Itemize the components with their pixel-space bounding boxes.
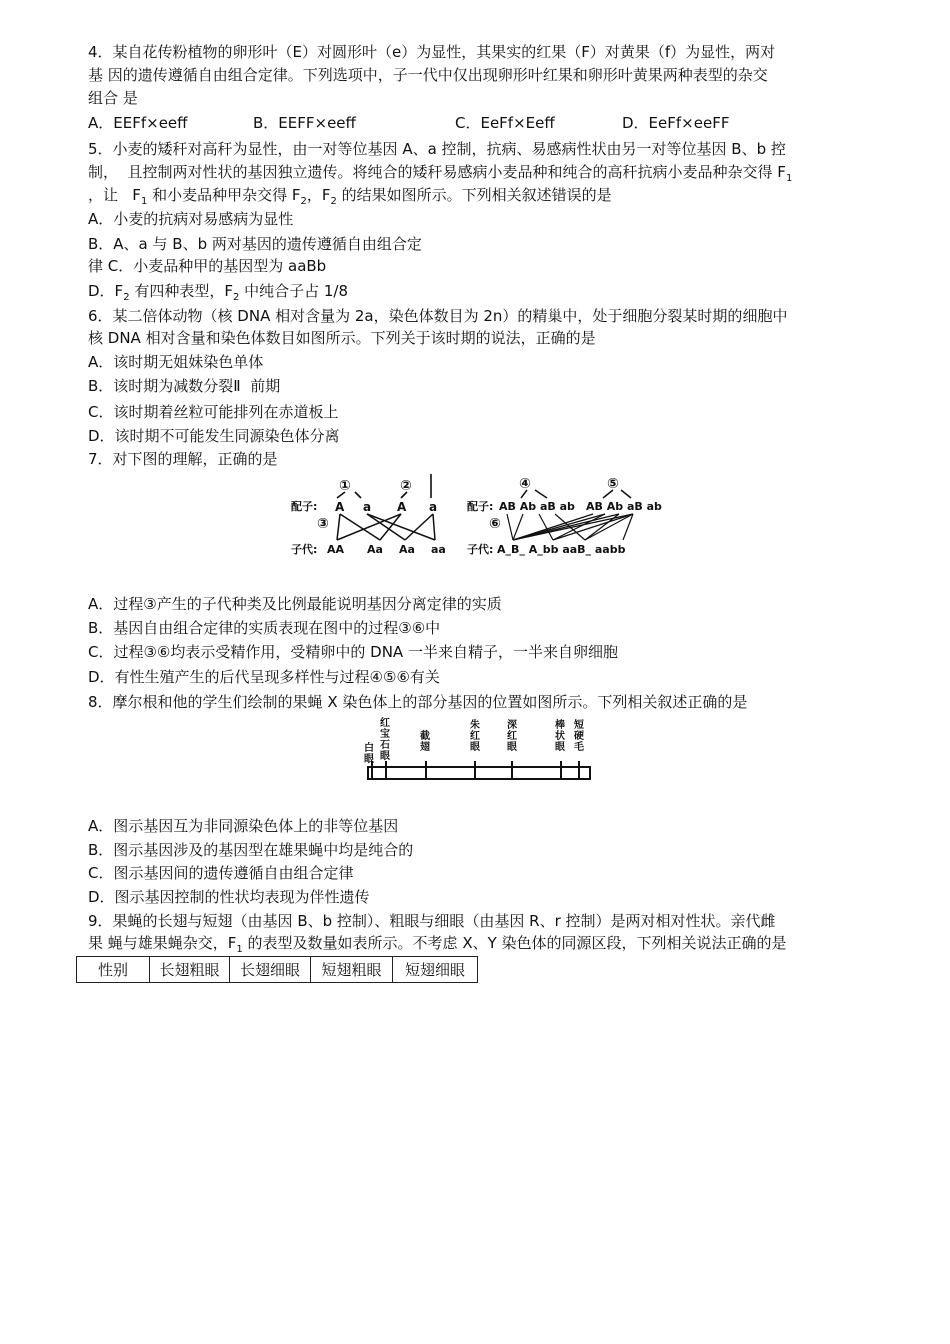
q4-stem-line-2: 基 因的遗传遵循自由组合定律。下列选项中，子一代中仅出现卵形叶红果和卵形叶黄果两种表型的杂交 xyxy=(88,66,768,84)
gene-label-cut-wing: 截翅 xyxy=(420,731,430,753)
q4-option-a: A．EEFf×eeff xyxy=(88,114,188,132)
q5-stem-line-1: 5．小麦的矮秆对高秆为显性，由一对等位基因 A、a 控制，抗病、易感病性状由另一对等位基因 B、b 控 xyxy=(88,140,786,158)
left-offspring-1: AA xyxy=(327,543,345,556)
gene-label-carmine-eye: 深红眼 xyxy=(507,720,517,753)
arrow-1b xyxy=(355,492,361,498)
q8-x-chromosome-figure xyxy=(362,716,594,786)
left-offspring-4: aa xyxy=(431,543,446,556)
left-gamete-label: 配子: xyxy=(291,500,318,513)
q6-option-a: A．该时期无姐妹染色单体 xyxy=(88,353,264,371)
right-circle-6: ⑥ xyxy=(489,516,501,532)
gene-label-bar-eye: 棒状眼 xyxy=(555,720,565,753)
right-gamete-label: 配子: xyxy=(467,500,494,513)
q7-option-c: C．过程③⑥均表示受精作用，受精卵中的 DNA 一半来自精子，一半来自卵细胞 xyxy=(88,643,618,661)
header-short-wing-thin-eye: 短翅细眼 xyxy=(393,957,478,983)
gene-label-white-eye: 白眼 xyxy=(364,743,374,765)
header-long-wing-thin-eye: 长翅细眼 xyxy=(230,957,311,983)
gene-labels xyxy=(364,716,584,765)
right-circle-5: ⑤ xyxy=(607,476,619,492)
left-offspring-2: Aa xyxy=(367,543,383,556)
gene-label-vermilion-eye: 朱红眼 xyxy=(470,720,480,753)
left-gamete-2: a xyxy=(363,500,372,514)
gene-label-short-bristle: 短硬毛 xyxy=(574,720,584,753)
q4-option-b: B．EEFF×eeff xyxy=(253,114,356,132)
q5-stem-line-2: 制， 且控制两对性状的基因独立遗传。将纯合的矮秆易感病小麦品种和纯合的高秆抗病小麦品种杂交得 $F_1$ xyxy=(88,163,793,184)
right-offspring: A_B_ A_bb aaB_ aabb xyxy=(497,543,626,556)
q7-stem: 7．对下图的理解，正确的是 xyxy=(88,450,278,468)
q7-option-a: A．过程③产生的子代种类及比例最能说明基因分离定律的实质 xyxy=(88,595,502,613)
q7-option-b: B．基因自由组合定律的实质表现在图中的过程③⑥中 xyxy=(88,619,441,637)
right-circle-4: ④ xyxy=(519,476,531,492)
left-offspring-3: Aa xyxy=(399,543,415,556)
q5-option-c: 律 C．小麦品种甲的基因型为 aaBb xyxy=(88,257,327,275)
q8-option-c: C．图示基因间的遗传遵循自由组合定律 xyxy=(88,864,354,882)
right-offspring-label: 子代: xyxy=(467,543,494,556)
left-offspring-label: 子代: xyxy=(291,543,318,556)
q4-stem-line-3: 组合 是 xyxy=(88,89,138,107)
gene-label-ruby-eye: 红宝石眼 xyxy=(380,718,390,762)
q5-stem-line-3: ，让 $F_1$ 和小麦品种甲杂交得 $F_2$，$F_2$ 的结果如图所示。下列相关叙述错误的是 xyxy=(88,186,612,207)
table-header-row xyxy=(77,957,478,983)
q5-option-b: B．A、a 与 B、b 两对基因的遗传遵循自由组合定 xyxy=(88,235,422,253)
q8-option-b: B．图示基因涉及的基因型在雄果蝇中均是纯合的 xyxy=(88,841,414,859)
q7-option-d: D．有性生殖产生的后代呈现多样性与过程④⑤⑥有关 xyxy=(88,668,440,686)
left-gamete-3: A xyxy=(397,500,407,514)
right-gametes-1: AB Ab aB ab xyxy=(499,500,575,513)
q5-option-d: D．$F_2$ 有四种表型，$F_2$ 中纯合子占 1/8 xyxy=(88,282,349,303)
q4-option-d: D．EeFf×eeFF xyxy=(622,114,730,132)
arrow-4b xyxy=(535,490,547,498)
q9-stem-line-2: 果 蝇与雄果蝇杂交，$F_1$ 的表型及数量如表所示。不考虑 X、Y 染色体的同源区段，下列相关说法正确的是 xyxy=(88,934,787,955)
header-sex: 性别 xyxy=(77,957,150,983)
q9-stem-line-1: 9．果蝇的长翅与短翅（由基因 B、b 控制）、粗眼与细眼（由基因 R、r 控制）是两对相对性状。亲代雌 xyxy=(88,912,776,930)
header-long-wing-thick-eye: 长翅粗眼 xyxy=(150,957,230,983)
q6-option-c: C．该时期着丝粒可能排列在赤道板上 xyxy=(88,403,339,421)
q6-option-d: D．该时期不可能发生同源染色体分离 xyxy=(88,427,340,445)
right-cross-lines xyxy=(507,514,633,540)
q6-stem-line-2: 核 DNA 相对含量和染色体数目如图所示。下列关于该时期的说法，正确的是 xyxy=(88,329,596,347)
left-circle-2: ② xyxy=(400,478,412,494)
gene-loci-ticks xyxy=(372,761,579,779)
header-short-wing-thick-eye: 短翅粗眼 xyxy=(311,957,393,983)
left-circle-3: ③ xyxy=(317,516,329,532)
q7-genetics-figure xyxy=(285,466,665,558)
chromosome-bar xyxy=(368,767,590,779)
left-cross-lines xyxy=(337,514,435,540)
q8-option-a: A．图示基因互为非同源染色体上的非等位基因 xyxy=(88,817,399,835)
q4-stem-line-1: 4．某自花传粉植物的卵形叶（E）对圆形叶（e）为显性，其果实的红果（F）对黄果（f）为显性，两对 xyxy=(88,43,776,61)
q6-stem-line-1: 6．某二倍体动物（核 DNA 相对含量为 2a，染色体数目为 2n）的精巢中，处于细胞分裂某时期的细胞中 xyxy=(88,307,788,325)
q9-phenotype-table xyxy=(76,956,478,983)
arrow-5b xyxy=(621,490,631,498)
left-circle-1: ① xyxy=(339,478,351,494)
left-gamete-1: A xyxy=(335,500,345,514)
q4-option-c: C．EeFf×Eeff xyxy=(455,114,555,132)
left-gamete-4: a xyxy=(429,500,438,514)
q8-stem: 8．摩尔根和他的学生们绘制的果蝇 X 染色体上的部分基因的位置如图所示。下列相关叙述正确的是 xyxy=(88,693,748,711)
q5-option-a: A．小麦的抗病对易感病为显性 xyxy=(88,210,294,228)
right-gametes-2: AB Ab aB ab xyxy=(586,500,662,513)
q6-option-b: B．该时期为减数分裂Ⅱ 前期 xyxy=(88,377,281,395)
q8-option-d: D．图示基因控制的性状均表现为伴性遗传 xyxy=(88,888,370,906)
